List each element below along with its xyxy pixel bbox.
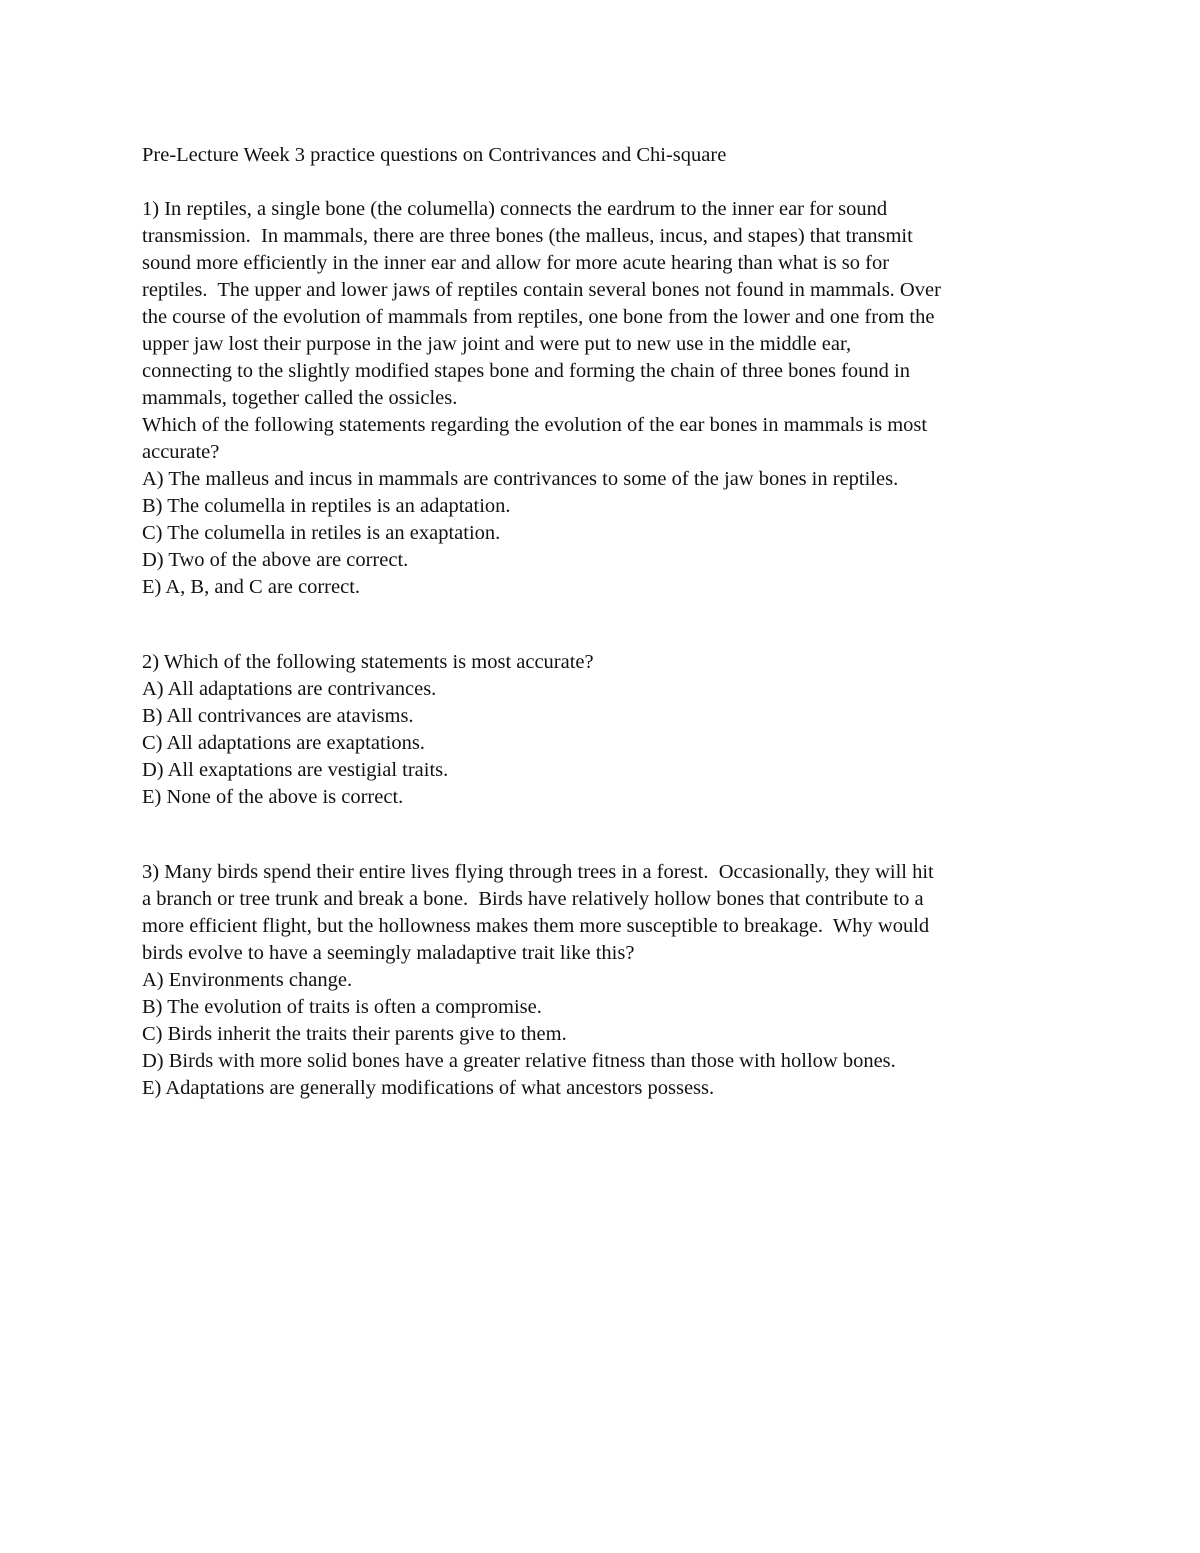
answer-option-e: E) None of the above is correct. [142,786,404,808]
spacer [142,169,1072,196]
answer-option-b: B) All contrivances are atavisms. [142,705,414,727]
answer-option-a: A) The malleus and incus in mammals are contrivances to some of the jaw bones in reptiles. [142,468,899,490]
question-stem-line: Which of the following statements regarding the evolution of the ear bones in mammals is most [142,414,928,436]
question-stem-line: 3) Many birds spend their entire lives flying through trees in a forest. Occasionally, they will hit [142,861,934,883]
question-stem-line: connecting to the slightly modified stapes bone and forming the chain of three bones found in [142,360,910,382]
answer-option-d: D) Two of the above are correct. [142,549,409,571]
answer-option-c: C) The columella in retiles is an exaptation. [142,522,501,544]
question-stem-line: reptiles. The upper and lower jaws of reptiles contain several bones not found in mammals. Over [142,279,941,301]
answer-option-a: A) Environments change. [142,969,353,991]
answer-option-d: D) Birds with more solid bones have a greater relative fitness than those with hollow bones. [142,1050,896,1072]
question-stem-line: birds evolve to have a seemingly maladaptive trait like this? [142,942,635,964]
question-stem-line: transmission. In mammals, there are three bones (the malleus, incus, and stapes) that transmit [142,225,913,247]
question-stem-line: a branch or tree trunk and break a bone. Birds have relatively hollow bones that contribute to a [142,888,924,910]
answer-option-e: E) Adaptations are generally modifications of what ancestors possess. [142,1077,715,1099]
answer-option-b: B) The columella in reptiles is an adaptation. [142,495,511,517]
answer-option-b: B) The evolution of traits is often a compromise. [142,996,542,1018]
answer-option-c: C) All adaptations are exaptations. [142,732,425,754]
question-stem-line: the course of the evolution of mammals from reptiles, one bone from the lower and one from the [142,306,935,328]
spacer [142,811,1072,859]
question-stem-line: 1) In reptiles, a single bone (the columella) connects the eardrum to the inner ear for sound [142,198,888,220]
question-stem-line: upper jaw lost their purpose in the jaw joint and were put to new use in the middle ear, [142,333,852,355]
question-stem-line: 2) Which of the following statements is most accurate? [142,651,594,673]
document-title: Pre-Lecture Week 3 practice questions on Contrivances and Chi-square [142,144,727,166]
document-body [142,142,1072,1102]
question-1 [142,196,1072,601]
answer-option-a: A) All adaptations are contrivances. [142,678,437,700]
answer-option-c: C) Birds inherit the traits their parents give to them. [142,1023,567,1045]
question-stem-line: accurate? [142,441,220,463]
question-stem-line: more efficient flight, but the hollowness makes them more susceptible to breakage. Why would [142,915,930,937]
answer-option-e: E) A, B, and C are correct. [142,576,361,598]
question-2 [142,649,1072,811]
question-stem-line: mammals, together called the ossicles. [142,387,458,409]
question-stem-line: sound more efficiently in the inner ear and allow for more acute hearing than what is so for [142,252,890,274]
answer-option-d: D) All exaptations are vestigial traits. [142,759,449,781]
question-3 [142,859,1072,1102]
spacer [142,601,1072,649]
